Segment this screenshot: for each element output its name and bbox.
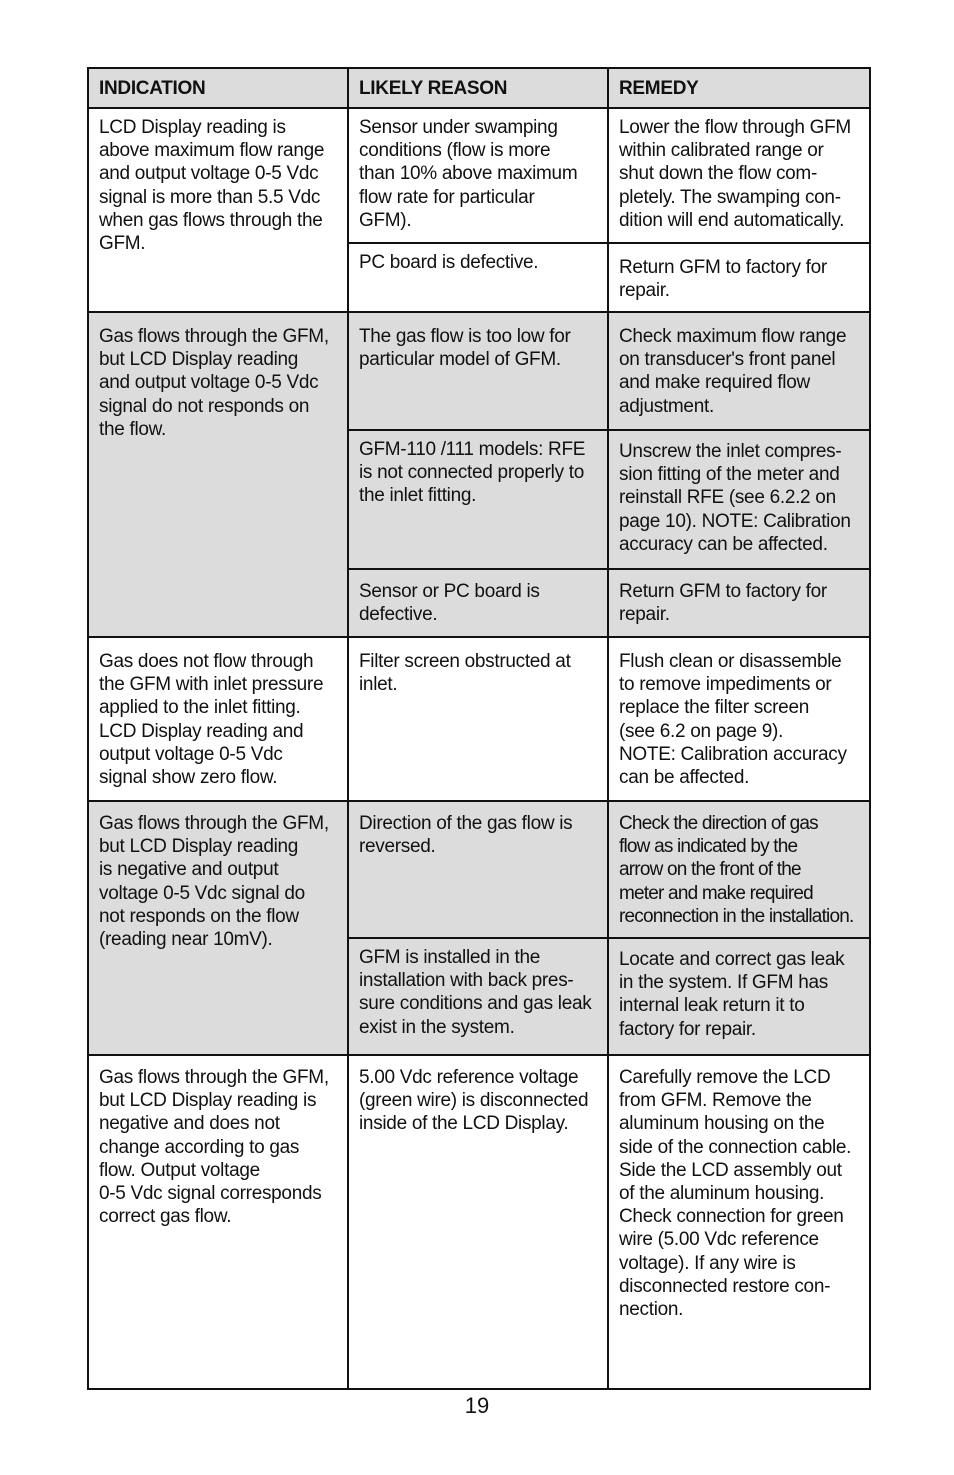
indication-cell: Gas flows through the GFM, but LCD Display reading and output voltage 0-5 Vdc signal do not responds on the flow. bbox=[88, 312, 348, 637]
table-row bbox=[88, 108, 870, 243]
reason-cell: GFM is installed in the installation with back pres- sure conditions and gas leak exist in the system. bbox=[348, 938, 608, 1055]
reason-cell: Direction of the gas flow is reversed. bbox=[348, 801, 608, 938]
reason-cell: GFM-110 /111 models: RFE is not connected properly to the inlet fitting. bbox=[348, 430, 608, 569]
table-header-row bbox=[88, 68, 870, 108]
remedy-cell: Return GFM to factory for repair. bbox=[608, 569, 870, 637]
remedy-cell: Unscrew the inlet compres- sion fitting of the meter and reinstall RFE (see 6.2.2 on page 10). NOTE: Calibration accuracy can be affected. bbox=[608, 430, 870, 569]
indication-cell: Gas flows through the GFM, but LCD Display reading is negative and does not change according to gas flow. Output voltage 0-5 Vdc signal corresponds correct gas flow. bbox=[88, 1055, 348, 1389]
indication-cell: Gas does not flow through the GFM with inlet pressure applied to the inlet fitting. LCD Display reading and output voltage 0-5 Vdc signal show zero flow. bbox=[88, 637, 348, 801]
remedy-cell: Lower the flow through GFM within calibrated range or shut down the flow com- pletely. The swamping con- dition will end automatically. bbox=[608, 108, 870, 243]
indication-cell: LCD Display reading is above maximum flow range and output voltage 0-5 Vdc signal is more than 5.5 Vdc when gas flows through the GFM. bbox=[88, 108, 348, 312]
remedy-cell: Locate and correct gas leak in the system. If GFM has internal leak return it to factory for repair. bbox=[608, 938, 870, 1055]
page-number: 19 bbox=[464, 1393, 490, 1418]
table-row bbox=[88, 637, 870, 801]
remedy-cell: Check maximum flow range on transducer's front panel and make required flow adjustment. bbox=[608, 312, 870, 430]
header-indication: INDICATION bbox=[88, 68, 348, 108]
remedy-cell: Return GFM to factory for repair. bbox=[608, 243, 870, 312]
remedy-cell: Carefully remove the LCD from GFM. Remove the aluminum housing on the side of the connection cable. Side the LCD assembly out of the aluminum housing. Check connection for green wire (5.00 Vdc reference voltage). If any wire is disconnected restore con- nection. bbox=[608, 1055, 870, 1389]
table-row bbox=[88, 312, 870, 430]
indication-cell: Gas flows through the GFM, but LCD Display reading is negative and output voltage 0-5 Vdc signal do not responds on the flow (reading near 10mV). bbox=[88, 801, 348, 1055]
table-row bbox=[88, 801, 870, 938]
remedy-cell: Check the direction of gas flow as indicated by the arrow on the front of the meter and make required reconnection in the installation. bbox=[608, 801, 870, 938]
header-likely-reason: LIKELY REASON bbox=[348, 68, 608, 108]
troubleshooting-table bbox=[87, 67, 871, 1390]
header-remedy: REMEDY bbox=[608, 68, 870, 108]
table-row bbox=[88, 1055, 870, 1389]
reason-cell: The gas flow is too low for particular model of GFM. bbox=[348, 312, 608, 430]
reason-cell: PC board is defective. bbox=[348, 243, 608, 312]
reason-cell: Filter screen obstructed at inlet. bbox=[348, 637, 608, 801]
reason-cell: Sensor or PC board is defective. bbox=[348, 569, 608, 637]
remedy-cell: Flush clean or disassemble to remove impediments or replace the filter screen (see 6.2 on page 9). NOTE: Calibration accuracy can be affected. bbox=[608, 637, 870, 801]
reason-cell: Sensor under swamping conditions (flow is more than 10% above maximum flow rate for particular GFM). bbox=[348, 108, 608, 243]
reason-cell: 5.00 Vdc reference voltage (green wire) is disconnected inside of the LCD Display. bbox=[348, 1055, 608, 1389]
